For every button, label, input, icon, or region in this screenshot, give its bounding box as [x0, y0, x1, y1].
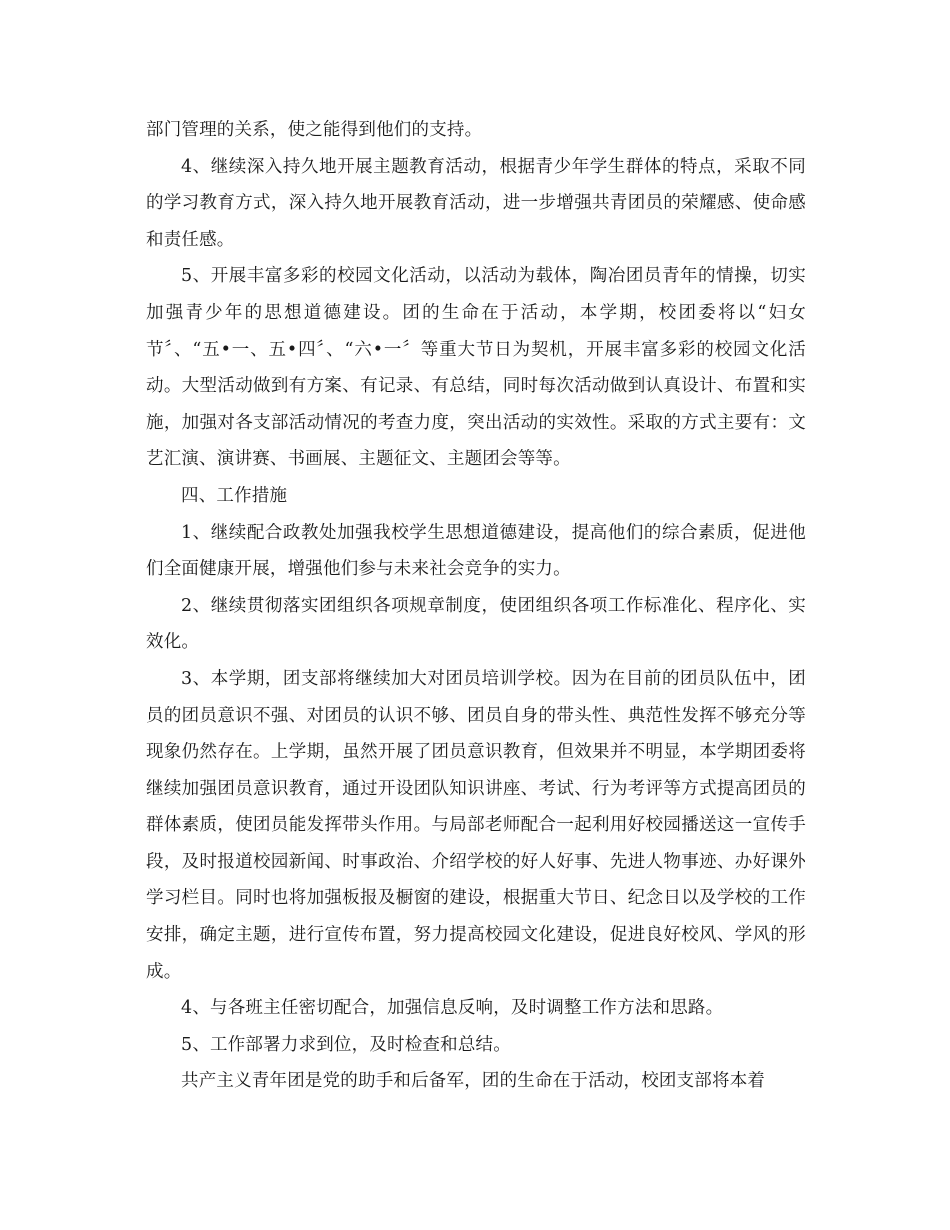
- paragraph-continuation: 部门管理的关系，使之能得到他们的支持。: [146, 120, 483, 140]
- paragraph-measure-3: 3、本学期，团支部将继续加大对团员培训学校。因为在目前的团员队伍中，团员的团员意识不强、对团员的认识不够、团员自身的带头性、典范性发挥不够充分等现象仍然存在。上学期，虽然开展了团员意识教育，但效果并不明显，本学期团委将继续加强团员意识教育，通过开设团队知识讲座、考试、行为考评等方式提高团员的群体素质，使团员能发挥带头作用。与局部老师配合一起利用好校园播送这一宣传手段，及时报道校园新闻、时事政治、介绍学校的好人好事、先进人物事迹、办好课外学习栏目。同时也将加强板报及橱窗的建设，根据重大节日、纪念日以及学校的工作安排，确定主题，进行宣传布置，努力提高校园文化建设，促进良好校风、学风的形成。: [146, 668, 806, 982]
- paragraph-closing: 共产主义青年团是党的助手和后备军，团的生命在于活动，校团支部将本着: [181, 1071, 766, 1092]
- paragraph-measure-4: 4、与各班主任密切配合，加强信息反响，及时调整工作方法和思路。: [181, 998, 724, 1019]
- paragraph-measure-2: 2、继续贯彻落实团组织各项规章制度，使团组织各项工作标准化、程序化、实效化。: [146, 595, 806, 653]
- paragraph-item-4-education: 4、继续深入持久地开展主题教育活动，根据青少年学生群体的特点，采取不同的学习教育方式，深入持久地开展教育活动，进一步增强共青团员的荣耀感、使命感和责任感。: [146, 156, 806, 250]
- paragraph-item-5-culture: 5、开展丰富多彩的校园文化活动，以活动为载体，陶冶团员青年的情操，切实加强青少年的思想道德建设。团的生命在于活动，本学期，校团委将以“妇女节〞、“五•一、五•四〞、“六•一〞等重大节日为契机，开展丰富多彩的校园文化活动。大型活动做到有方案、有记录、有总结，同时每次活动做到认真设计、布置和实施，加强对各支部活动情况的考查力度，突出活动的实效性。采取的方式主要有：文艺汇演、演讲赛、书画展、主题征文、主题团会等等。: [146, 266, 806, 470]
- paragraph-measure-1: 1、继续配合政教处加强我校学生思想道德建设，提高他们的综合素质，促进他们全面健康开展，增强他们参与未来社会竞争的实力。: [146, 522, 806, 580]
- document-body: [146, 112, 806, 1100]
- section-heading-measures: 四、工作措施: [181, 485, 288, 506]
- paragraph-measure-5: 5、工作部署力求到位，及时检查和总结。: [181, 1034, 511, 1055]
